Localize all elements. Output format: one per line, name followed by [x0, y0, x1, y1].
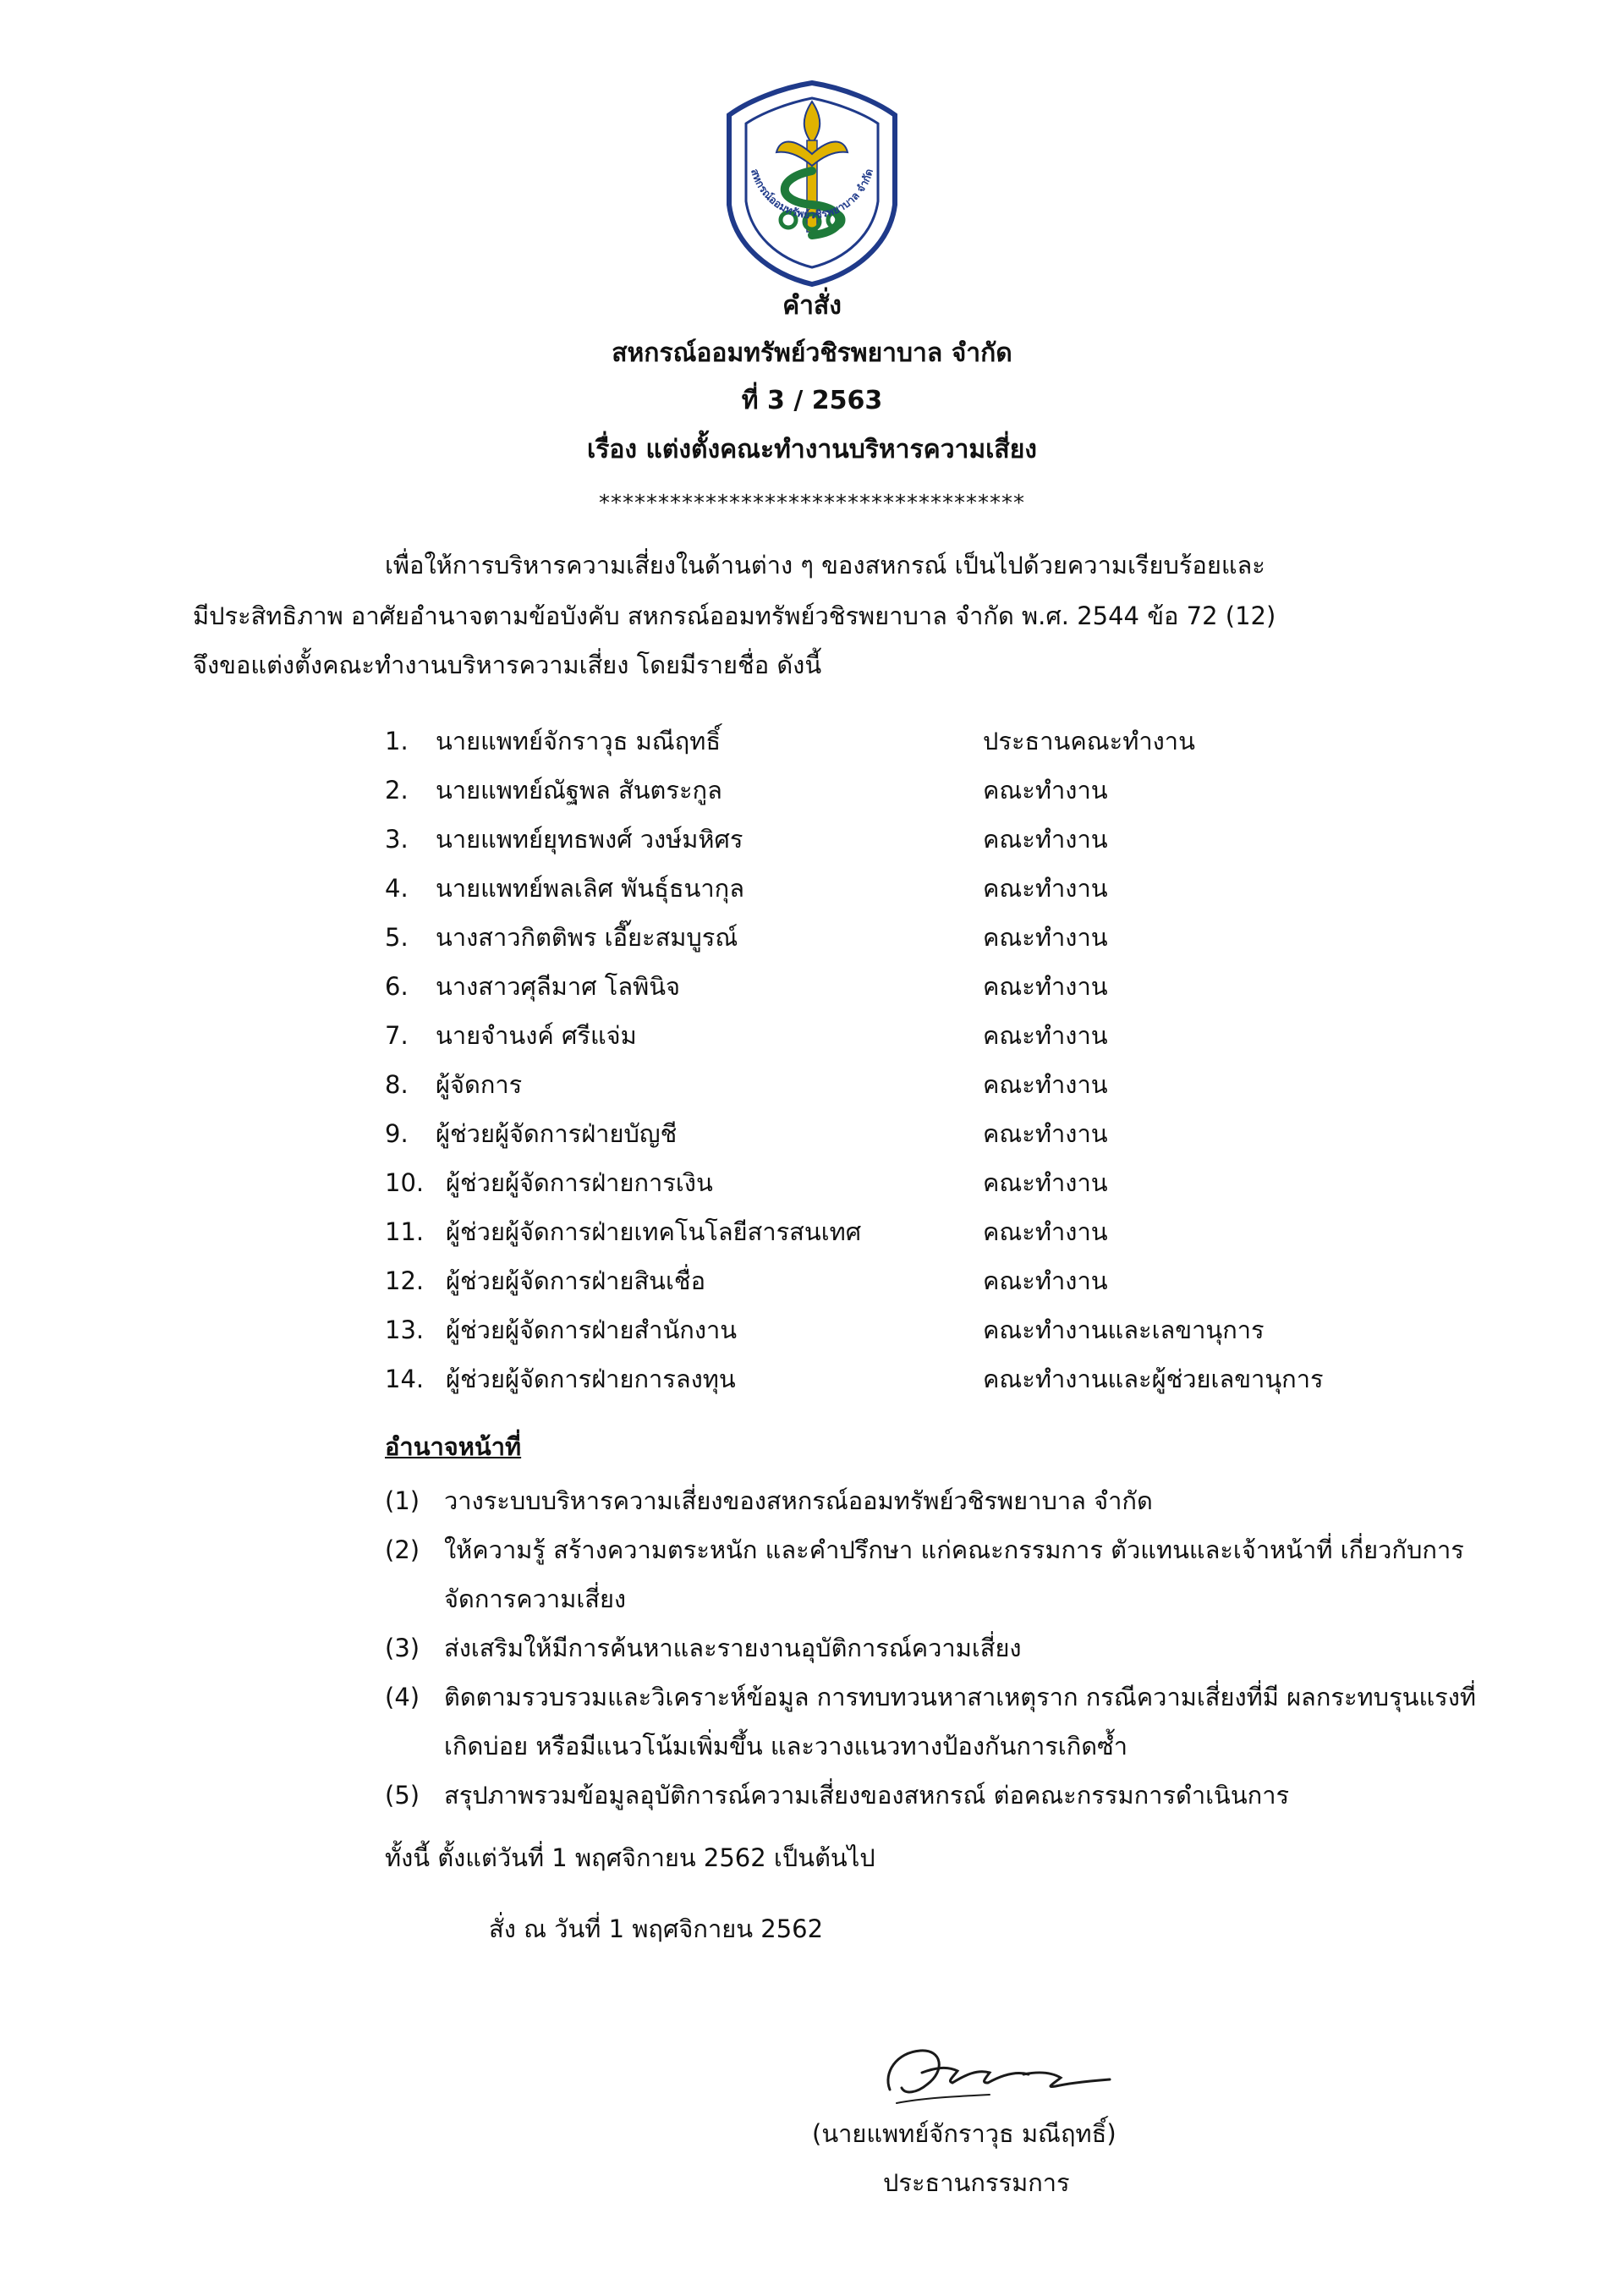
member-name: ผู้ช่วยผู้จัดการฝ่ายเทคโนโลยีสารสนเทศ	[446, 1217, 862, 1246]
member-role: คณะทำงาน	[983, 1119, 1108, 1148]
duty-item	[385, 1525, 1464, 1623]
member-role: คณะทำงาน	[983, 923, 1108, 952]
list-item	[385, 1355, 1484, 1403]
intro-line-2: มีประสิทธิภาพ อาศัยอำนาจตามข้อบังคับ สหกรณ์ออมทรัพย์วชิรพยาบาล จำกัด พ.ศ. 2544 ข้อ 72 (12)	[193, 601, 1276, 630]
signature-image	[871, 2022, 1116, 2115]
duty-item	[385, 1771, 1434, 1820]
organization-name: สหกรณ์ออมทรัพย์วชิรพยาบาล จำกัด	[612, 338, 1012, 368]
list-item	[385, 1012, 1484, 1059]
duty-text: สรุปภาพรวมข้อมูลอุบัติการณ์ความเสี่ยงของสหกรณ์ ต่อคณะกรรมการดำเนินการ	[444, 1781, 1290, 1810]
member-name: นายแพทย์พลเลิศ พันธุ์ธนากุล	[436, 874, 744, 903]
member-number: 7.	[385, 1021, 409, 1050]
duty-number: (2)	[385, 1535, 420, 1564]
member-role: คณะทำงาน	[983, 1070, 1108, 1099]
duty-text: ให้ความรู้ สร้างความตระหนัก และคำปรึกษา แก่คณะกรรมการ ตัวแทนและเจ้าหน้าที่ เกี่ยวกับการจัดการความเสี่ยง	[444, 1535, 1464, 1613]
member-number: 11.	[385, 1217, 425, 1246]
member-number: 2.	[385, 776, 409, 805]
list-item	[385, 963, 1484, 1010]
intro-line-1: เพื่อให้การบริหารความเสี่ยงในด้านต่าง ๆ ของสหกรณ์ เป็นไปด้วยความเรียบร้อยและ	[385, 551, 1265, 579]
duty-number: (4)	[385, 1683, 420, 1711]
list-item	[385, 1061, 1484, 1108]
list-item	[385, 717, 1484, 765]
duties-heading: อำนาจหน้าที่	[385, 1432, 522, 1461]
member-number: 13.	[385, 1316, 425, 1344]
member-name: ผู้ช่วยผู้จัดการฝ่ายสินเชื่อ	[446, 1266, 705, 1295]
member-number: 5.	[385, 923, 409, 952]
member-number: 14.	[385, 1365, 425, 1393]
list-item	[385, 816, 1484, 863]
list-item	[385, 914, 1484, 961]
member-number: 1.	[385, 727, 409, 755]
member-role: คณะทำงาน	[983, 1217, 1108, 1246]
member-number: 12.	[385, 1266, 425, 1295]
member-name: นายแพทย์ณัฐพล สันตระกูล	[436, 776, 722, 805]
member-number: 4.	[385, 874, 409, 903]
effective-date: ทั้งนี้ ตั้งแต่วันที่ 1 พฤศจิกายน 2562 เป็นต้นไป	[385, 1843, 875, 1872]
member-number: 8.	[385, 1070, 409, 1099]
member-name: นางสาวศุลีมาศ โลพินิจ	[436, 972, 681, 1001]
signer-name: (นายแพทย์จักราวุธ มณีฤทธิ์)	[812, 2119, 1116, 2148]
list-item	[385, 1110, 1484, 1157]
member-role: คณะทำงาน	[983, 1266, 1108, 1295]
duty-number: (1)	[385, 1486, 420, 1515]
cooperative-logo	[717, 78, 907, 288]
member-name: นายแพทย์จักราวุธ มณีฤทธิ์	[436, 727, 721, 755]
member-name: นายจำนงค์ ศรีแจ่ม	[436, 1021, 637, 1050]
member-number: 10.	[385, 1168, 425, 1197]
member-number: 9.	[385, 1119, 409, 1148]
member-role: คณะทำงาน	[983, 825, 1108, 854]
list-item	[385, 766, 1484, 814]
member-name: ผู้ช่วยผู้จัดการฝ่ายการเงิน	[446, 1168, 713, 1197]
list-item	[385, 1306, 1484, 1354]
member-role: ประธานคณะทำงาน	[983, 727, 1195, 755]
duty-number: (3)	[385, 1634, 420, 1662]
logo-text: สหกรณ์ออมทรัพย์วชิรพยาบาล จำกัด	[749, 167, 875, 222]
order-subject: เรื่อง แต่งตั้งคณะทำงานบริหารความเสี่ยง	[587, 435, 1037, 464]
member-role: คณะทำงาน	[983, 1021, 1108, 1050]
duty-text: วางระบบบริหารความเสี่ยงของสหกรณ์ออมทรัพย์วชิรพยาบาล จำกัด	[444, 1486, 1153, 1515]
duty-text: ติดตามรวบรวมและวิเคราะห์ข้อมูล การทบทวนหาสาเหตุราก กรณีความเสี่ยงที่มี ผลกระทบรุนแรงที่เกิดบ่อย หรือมีแนวโน้มเพิ่มขึ้น และวางแนวทางป้องกันการเกิดซ้ำ	[444, 1683, 1477, 1760]
duty-number: (5)	[385, 1781, 420, 1810]
member-role: คณะทำงาน	[983, 776, 1108, 805]
member-role: คณะทำงาน	[983, 972, 1108, 1001]
member-role: คณะทำงาน	[983, 1168, 1108, 1197]
list-item	[385, 1159, 1484, 1206]
member-name: ผู้ช่วยผู้จัดการฝ่ายการลงทุน	[446, 1365, 736, 1393]
list-item	[385, 1257, 1484, 1305]
list-item	[385, 1208, 1484, 1255]
member-role: คณะทำงานและผู้ช่วยเลขานุการ	[983, 1365, 1324, 1393]
member-role: คณะทำงาน	[983, 874, 1108, 903]
duty-item	[385, 1476, 1434, 1525]
intro-line-3: จึงขอแต่งตั้งคณะทำงานบริหารความเสี่ยง โดยมีรายชื่อ ดังนี้	[193, 651, 822, 679]
ordered-date: สั่ง ณ วันที่ 1 พฤศจิกายน 2562	[489, 1914, 824, 1943]
signer-position: ประธานกรรมการ	[883, 2168, 1070, 2197]
duty-text: ส่งเสริมให้มีการค้นหาและรายงานอุบัติการณ์ความเสี่ยง	[444, 1634, 1022, 1662]
duty-item	[385, 1673, 1477, 1771]
member-role: คณะทำงานและเลขานุการ	[983, 1316, 1265, 1344]
member-name: นางสาวกิตติพร เอี๊ยะสมบูรณ์	[436, 923, 738, 952]
member-name: นายแพทย์ยุทธพงศ์ วงษ์มหิศร	[436, 825, 743, 854]
duty-item	[385, 1623, 1434, 1673]
member-name: ผู้จัดการ	[436, 1070, 523, 1099]
order-number: ที่ 3 / 2563	[741, 386, 883, 415]
member-name: ผู้ช่วยผู้จัดการฝ่ายสำนักงาน	[446, 1316, 738, 1344]
document-title: คำสั่ง	[782, 291, 842, 321]
member-number: 6.	[385, 972, 409, 1001]
separator-line: ************************************	[599, 491, 1025, 516]
member-number: 3.	[385, 825, 409, 854]
member-name: ผู้ช่วยผู้จัดการฝ่ายบัญชี	[436, 1119, 678, 1148]
list-item	[385, 865, 1484, 912]
